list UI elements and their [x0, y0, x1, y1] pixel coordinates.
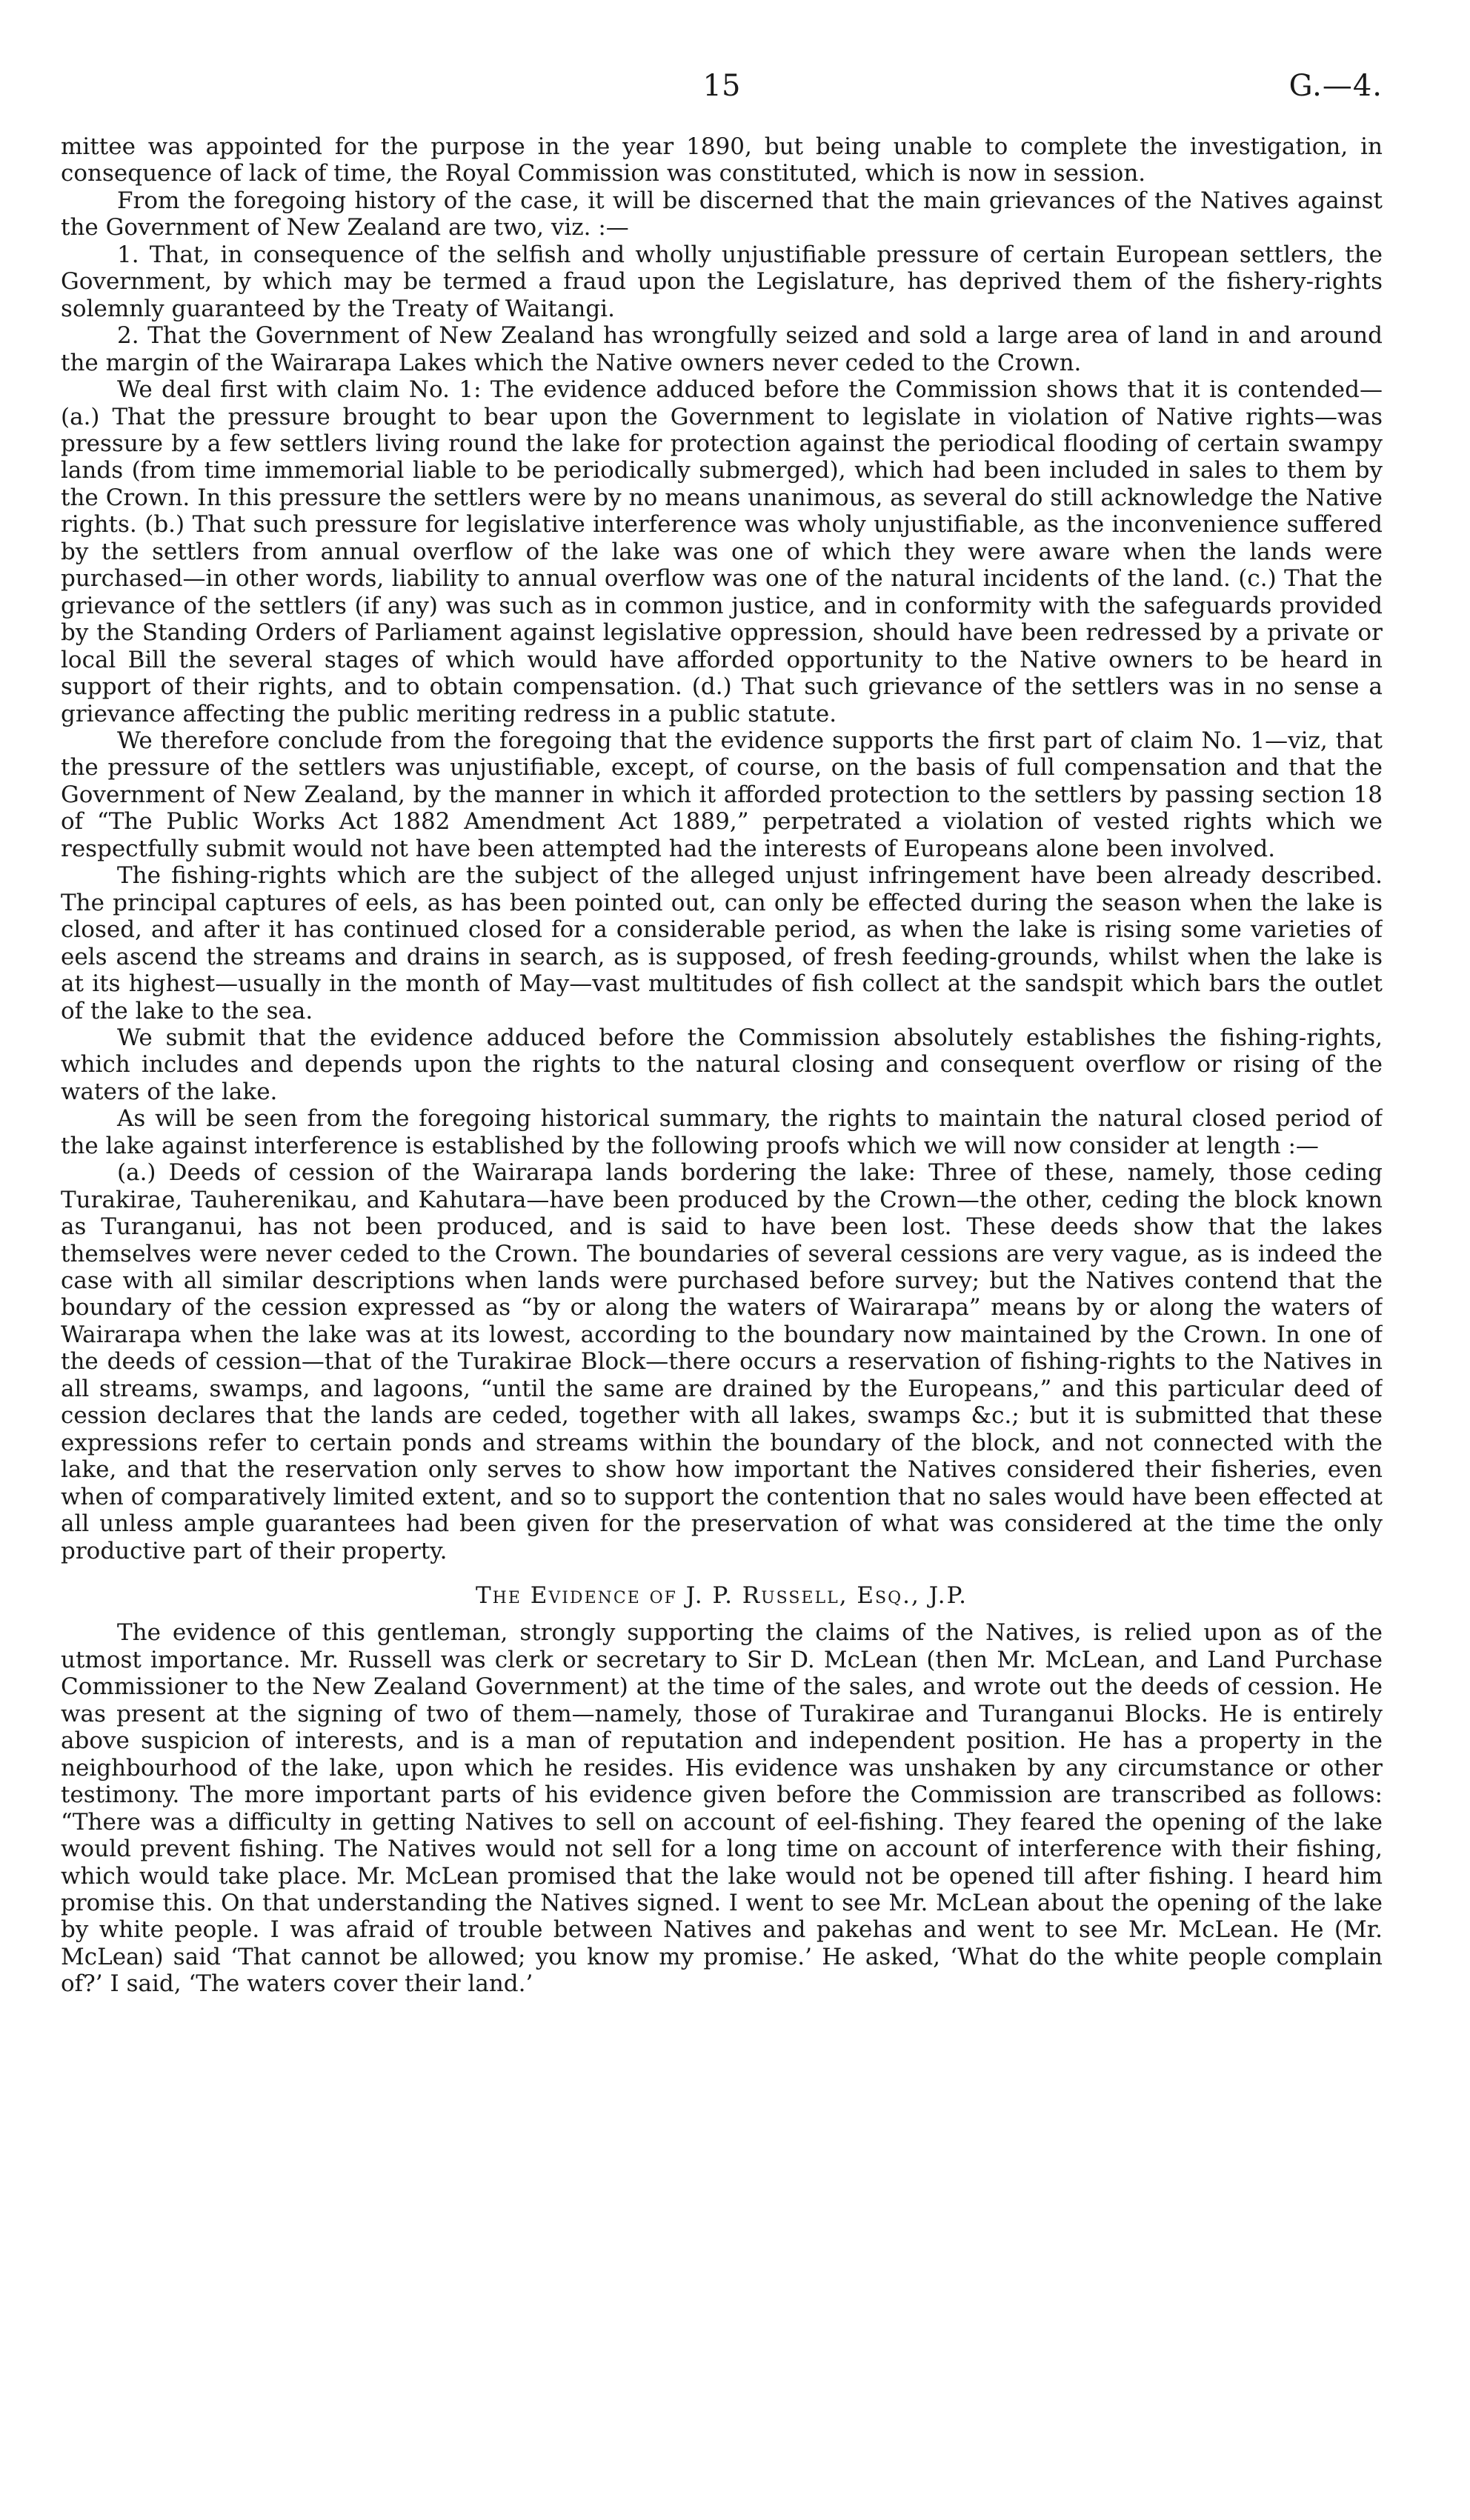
paragraph: As will be seen from the foregoing historical summary, the rights to maintain the natural closed period of the lake against interference is established by the following proofs which we will now consider at length :— [61, 1105, 1383, 1159]
document-page [61, 71, 1383, 2464]
page-number: 15 [702, 71, 741, 103]
paragraph: From the foregoing history of the case, it will be discerned that the main grievances of the Natives against the Government of New Zealand are two, viz. :— [61, 187, 1383, 241]
page-header [61, 71, 1383, 119]
paragraph: (a.) Deeds of cession of the Wairarapa lands bordering the lake: Three of these, namely, those ceding Turakirae, Tauherenikau, and Kahutara—have been produced by the Crown—the other, ceding the block known as Turanganui, has not been produced, and is said to have been lost. These deeds show that the lakes themselves were never ceded to the Crown. The boundaries of several cessions are very vague, as is indeed the case with all similar descriptions when lands were purchased before survey; but the Natives contend that the boundary of the cession expressed as “by or along the waters of Wairarapa” means by or along the waters of Wairarapa when the lake was at its lowest, according to the boundary now maintained by the Crown. In one of the deeds of cession—that of the Turakirae Block—there occurs a reservation of fishing-rights to the Natives in all streams, swamps, and lagoons, “until the same are drained by the Europeans,” and this particular deed of cession declares that the lands are ceded, together with all lakes, swamps &c.; but it is submitted that these expressions refer to certain ponds and streams within the boundary of the block, and not connected with the lake, and that the reservation only serves to show how important the Natives considered their fisheries, even when of comparatively limited extent, and so to support the contention that no sales would have been effected at all unless ample guarantees had been given for the preservation of what was considered at the time the only productive part of their property. [61, 1159, 1383, 1564]
paragraph: The fishing-rights which are the subject of the alleged unjust infringement have been already described. The principal captures of eels, as has been pointed out, can only be effected during the season when the lake is closed, and after it has continued closed for a considerable period, as when the lake is rising some varieties of eels ascend the streams and drains in search, as is supposed, of fresh feeding-grounds, whilst when the lake is at its highest—usually in the month of May—vast multitudes of fish collect at the sandspit which bars the outlet of the lake to the sea. [61, 862, 1383, 1024]
paragraph: We submit that the evidence adduced before the Commission absolutely establishes the fishing-rights, which includes and depends upon the rights to the natural closing and consequent overflow or rising of the waters of the lake. [61, 1024, 1383, 1105]
paragraph: We deal first with claim No. 1: The evidence adduced before the Commission shows that it is contended—(a.) That the pressure brought to bear upon the Government to legislate in violation of Native rights—was pressure by a few settlers living round the lake for protection against the periodical flooding of certain swampy lands (from time immemorial liable to be periodically submerged), which had been included in sales to them by the Crown. In this pressure the settlers were by no means unanimous, as several do still acknowledge the Native rights. (b.) That such pressure for legislative interference was wholy unjustifiable, as the inconvenience suffered by the settlers from annual overflow of the lake was one of which they were aware when the lands were purchased—in other words, liability to annual overflow was one of the natural incidents of the land. (c.) That the grievance of the settlers (if any) was such as in common justice, and in conformity with the safeguards provided by the Standing Orders of Parliament against legislative oppression, should have been redressed by a private or local Bill the several stages of which would have afforded opportunity to the Native owners to be heard in support of their rights, and to obtain compensation. (d.) That such grievance of the settlers was in no sense a grievance affecting the public meriting redress in a public statute. [61, 376, 1383, 727]
body-text [61, 133, 1383, 1998]
section-heading: The Evidence of J. P. Russell, Esq., J.P. [475, 1582, 968, 1610]
paragraph-grievance-2: 2. That the Government of New Zealand has wrongfully seized and sold a large area of land in and around the margin of the Wairarapa Lakes which the Native owners never ceded to the Crown. [61, 322, 1383, 376]
paragraph: The evidence of this gentleman, strongly supporting the claims of the Natives, is relied upon as of the utmost importance. Mr. Russell was clerk or secretary to Sir D. McLean (then Mr. McLean, and Land Purchase Commissioner to the New Zealand Government) at the time of the sales, and wrote out the deeds of cession. He was present at the signing of two of them—namely, those of Turakirae and Turanganui Blocks. He is entirely above suspicion of interests, and is a man of reputation and independent position. He has a property in the neighbourhood of the lake, upon which he resides. His evidence was unshaken by any circumstance or other testimony. The more important parts of his evidence given before the Commission are transcribed as follows: “There was a difficulty in getting Natives to sell on account of eel-fishing. They feared the opening of the lake would prevent fishing. The Natives would not sell for a long time on account of interference with their fishing, which would take place. Mr. McLean promised that the lake would not be opened till after fishing. I heard him promise this. On that understanding the Natives signed. I went to see Mr. McLean about the opening of the lake by white people. I was afraid of trouble between Natives and pakehas and went to see Mr. McLean. He (Mr. McLean) said ‘That cannot be allowed; you know my promise.’ He asked, ‘What do the white people complain of?’ I said, ‘The waters cover their land.’ [61, 1619, 1383, 1998]
paragraph-grievance-1: 1. That, in consequence of the selfish and wholly unjustifiable pressure of certain European settlers, the Government, by which may be termed a fraud upon the Legislature, has deprived them of the fishery-rights solemnly guaranteed by the Treaty of Waitangi. [61, 241, 1383, 322]
document-code: G.—4. [1288, 71, 1383, 103]
paragraph-continued: mittee was appointed for the purpose in the year 1890, but being unable to complete the investigation, in consequence of lack of time, the Royal Commission was constituted, which is now in session. [61, 133, 1383, 187]
paragraph: We therefore conclude from the foregoing that the evidence supports the first part of claim No. 1—viz, that the pressure of the settlers was unjustifiable, except, of course, on the basis of full compensation and that the Government of New Zealand, by the manner in which it afforded protection to the settlers by passing section 18 of “The Public Works Act 1882 Amendment Act 1889,” perpetrated a violation of vested rights which we respectfully submit would not have been attempted had the interests of Europeans alone been involved. [61, 727, 1383, 862]
